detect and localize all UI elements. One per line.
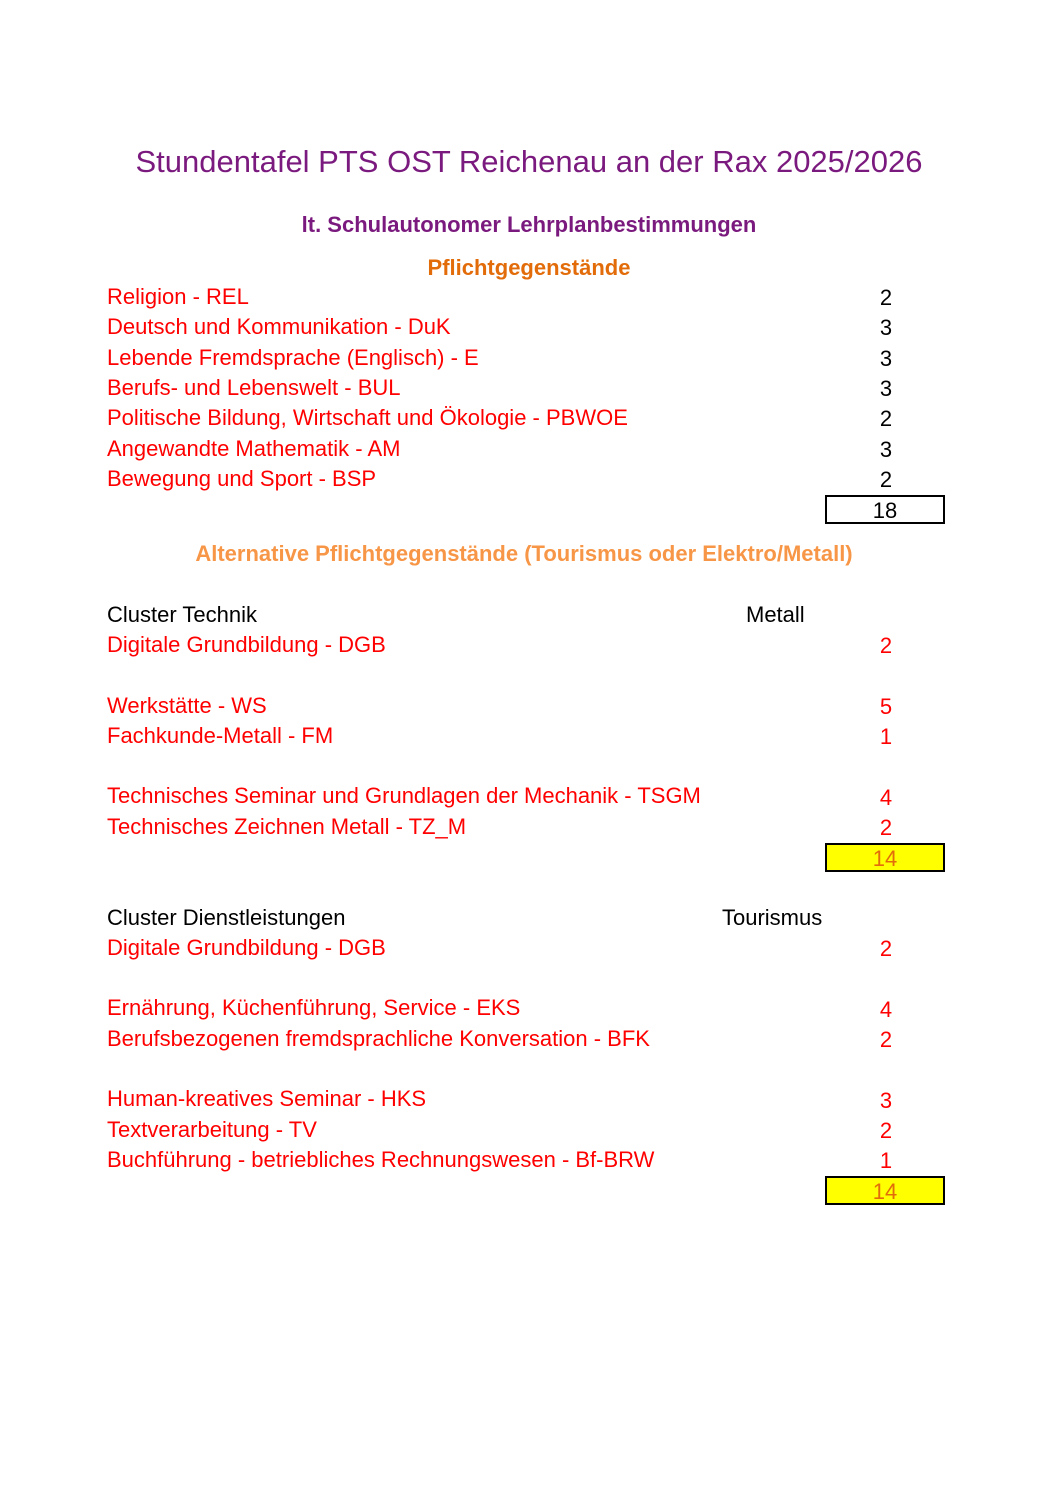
cluster-technik-label: Cluster Technik (107, 602, 257, 627)
alternative-heading: Alternative Pflichtgegenstände (Tourismus oder Elektro/Metall) (195, 541, 853, 566)
subject-name: Digitale Grundbildung - DGB (107, 935, 386, 960)
subject-name: Deutsch und Kommunikation - DuK (107, 314, 451, 339)
pflicht-total: 18 (825, 495, 945, 524)
subject-name: Politische Bildung, Wirtschaft und Ökologie - PBWOE (107, 405, 628, 430)
subject-hours: 3 (879, 346, 893, 371)
page-title: Stundentafel PTS OST Reichenau an der Rax 2025/2026 (135, 144, 923, 179)
subject-name: Technisches Seminar und Grundlagen der Mechanik - TSGM (107, 783, 701, 808)
subject-name: Religion - REL (107, 284, 249, 309)
cluster-technik-type: Metall (746, 602, 805, 627)
subject-hours: 2 (879, 815, 893, 840)
subject-hours: 3 (879, 315, 893, 340)
subject-hours: 4 (879, 785, 893, 810)
subject-hours: 2 (879, 285, 893, 310)
technik-total: 14 (825, 843, 945, 872)
subject-name: Ernährung, Küchenführung, Service - EKS (107, 995, 521, 1020)
subject-name: Fachkunde-Metall - FM (107, 723, 334, 748)
subject-hours: 2 (879, 1118, 893, 1143)
subject-hours: 4 (879, 997, 893, 1022)
subject-hours: 2 (879, 936, 893, 961)
subject-hours: 3 (879, 437, 893, 462)
subject-name: Berufs- und Lebenswelt - BUL (107, 375, 401, 400)
subject-name: Angewandte Mathematik - AM (107, 436, 401, 461)
subject-hours: 3 (879, 376, 893, 401)
subject-name: Human-kreatives Seminar - HKS (107, 1086, 427, 1111)
subject-name: Werkstätte - WS (107, 693, 267, 718)
subject-hours: 2 (879, 406, 893, 431)
pflicht-heading: Pflichtgegenstände (427, 255, 631, 280)
subject-name: Berufsbezogenen fremdsprachliche Konversation - BFK (107, 1026, 650, 1051)
subject-name: Lebende Fremdsprache (Englisch) - E (107, 345, 479, 370)
cluster-dienst-label: Cluster Dienstleistungen (107, 905, 346, 930)
cluster-dienst-type: Tourismus (722, 905, 823, 930)
subject-hours: 5 (879, 694, 893, 719)
page-subtitle: lt. Schulautonomer Lehrplanbestimmungen (301, 212, 757, 237)
subject-hours: 1 (879, 1148, 893, 1173)
subject-name: Digitale Grundbildung - DGB (107, 632, 386, 657)
subject-hours: 2 (879, 633, 893, 658)
subject-name: Bewegung und Sport - BSP (107, 466, 377, 491)
dienst-total: 14 (825, 1176, 945, 1205)
subject-name: Technisches Zeichnen Metall - TZ_M (107, 814, 467, 839)
subject-hours: 2 (879, 467, 893, 492)
subject-hours: 3 (879, 1088, 893, 1113)
subject-hours: 1 (879, 724, 893, 749)
subject-name: Textverarbeitung - TV (107, 1117, 317, 1142)
subject-name: Buchführung - betriebliches Rechnungswesen - Bf-BRW (107, 1147, 655, 1172)
subject-hours: 2 (879, 1027, 893, 1052)
